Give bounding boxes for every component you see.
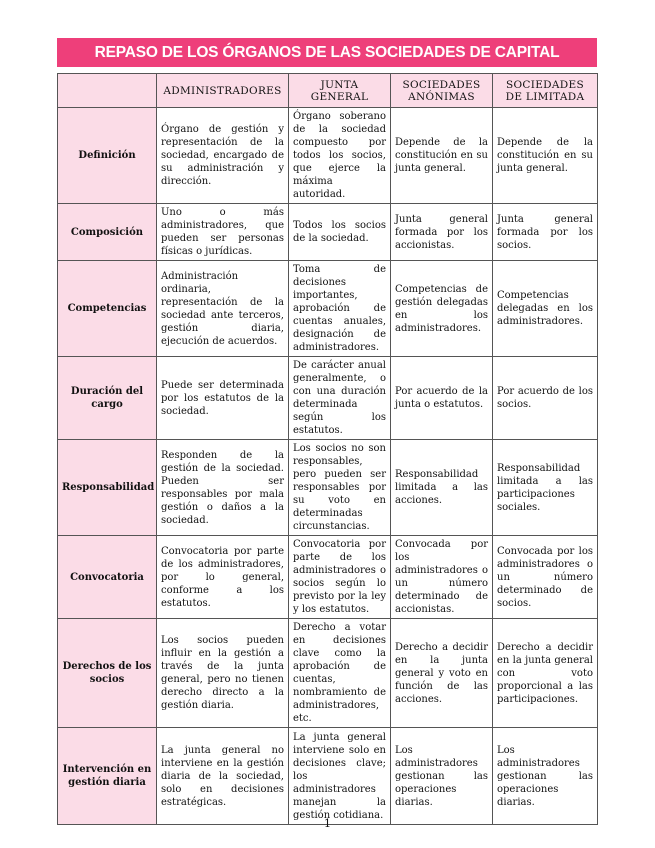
- table-row: [58, 204, 598, 261]
- table-row: [58, 261, 598, 357]
- header-corner: [58, 74, 157, 108]
- row-label-convocatoria: Convocatoria: [58, 536, 157, 619]
- table-cell: Convocada por los administradores o un número determinado de accionistas.: [391, 536, 493, 619]
- table-cell: Competencias delegadas en los administradores.: [493, 261, 598, 357]
- header-junta-general: JUNTA GENERAL: [289, 74, 391, 108]
- table-cell: Responsabilidad limitada a las participaciones sociales.: [493, 440, 598, 536]
- table-cell: Convocatoria por parte de los administradores, por lo general, conforme a los estatutos.: [157, 536, 289, 619]
- table-cell: Por acuerdo de los socios.: [493, 357, 598, 440]
- table-cell: Derecho a decidir en la junta general con voto proporcional a las participaciones.: [493, 619, 598, 728]
- table-row: [58, 108, 598, 204]
- table-cell: Todos los socios de la sociedad.: [289, 204, 391, 261]
- row-label-duracion-del-cargo: Duración del cargo: [58, 357, 157, 440]
- row-label-composicion: Composición: [58, 204, 157, 261]
- header-sociedades-anonimas: SOCIEDADES ANÓNIMAS: [391, 74, 493, 108]
- table-cell: La junta general interviene solo en decisiones clave; los administradores manejan la gestión cotidiana.: [289, 728, 391, 825]
- row-label-competencias: Competencias: [58, 261, 157, 357]
- row-label-derechos-de-los-socios: Derechos de los socios: [58, 619, 157, 728]
- table-cell: Uno o más administradores, que pueden ser personas físicas o jurídicas.: [157, 204, 289, 261]
- table-cell: Competencias de gestión delegadas en los administradores.: [391, 261, 493, 357]
- table-cell: Los administradores gestionan las operaciones diarias.: [493, 728, 598, 825]
- table-cell: Junta general formada por los accionistas.: [391, 204, 493, 261]
- table-cell: La junta general no interviene en la gestión diaria de la sociedad, solo en decisiones estratégicas.: [157, 728, 289, 825]
- row-label-responsabilidad: Responsabilidad: [58, 440, 157, 536]
- header-row: [58, 74, 598, 108]
- table-cell: De carácter anual generalmente, o con una duración determinada según los estatutos.: [289, 357, 391, 440]
- table-cell: Convocada por los administradores o un número determinado de socios.: [493, 536, 598, 619]
- table-cell: Responsabilidad limitada a las acciones.: [391, 440, 493, 536]
- table-cell: Por acuerdo de la junta o estatutos.: [391, 357, 493, 440]
- table-cell: Derecho a decidir en la junta general y voto en función de las acciones.: [391, 619, 493, 728]
- table-row: [58, 619, 598, 728]
- table-cell: Depende de la constitución en su junta general.: [391, 108, 493, 204]
- table-cell: Derecho a votar en decisiones clave como la aprobación de cuentas, nombramiento de administradores, etc.: [289, 619, 391, 728]
- table-cell: Toma de decisiones importantes, aprobación de cuentas anuales, designación de administradores.: [289, 261, 391, 357]
- table-row: [58, 440, 598, 536]
- table-cell: Órgano soberano de la sociedad compuesto por todos los socios, que ejerce la máxima autoridad.: [289, 108, 391, 204]
- table-cell: Junta general formada por los socios.: [493, 204, 598, 261]
- table-row: [58, 728, 598, 825]
- comparison-table: [57, 73, 598, 825]
- header-sociedades-limitada: SOCIEDADES DE LIMITADA: [493, 74, 598, 108]
- table-cell: Los socios no son responsables, pero pueden ser responsables por su voto en determinadas circunstancias.: [289, 440, 391, 536]
- table-cell: Depende de la constitución en su junta general.: [493, 108, 598, 204]
- table-cell: Los socios pueden influir en la gestión a través de la junta general, pero no tienen derecho directo a la gestión diaria.: [157, 619, 289, 728]
- table-cell: Convocatoria por parte de los administradores o socios según lo previsto por la ley y los estatutos.: [289, 536, 391, 619]
- document-title: REPASO DE LOS ÓRGANOS DE LAS SOCIEDADES DE CAPITAL: [57, 38, 597, 67]
- page-number: 1: [324, 817, 331, 830]
- table-cell: Órgano de gestión y representación de la sociedad, encargado de su administración y dirección.: [157, 108, 289, 204]
- table-row: [58, 357, 598, 440]
- header-administradores: ADMINISTRADORES: [157, 74, 289, 108]
- table-row: [58, 536, 598, 619]
- table-cell: Los administradores gestionan las operaciones diarias.: [391, 728, 493, 825]
- row-label-definicion: Definición: [58, 108, 157, 204]
- table-cell: Administración ordinaria, representación de la sociedad ante terceros, gestión diaria, ejecución de acuerdos.: [157, 261, 289, 357]
- table-cell: Puede ser determinada por los estatutos de la sociedad.: [157, 357, 289, 440]
- row-label-intervencion-en-gestion-diaria: Intervención en gestión diaria: [58, 728, 157, 825]
- table-cell: Responden de la gestión de la sociedad. Pueden ser responsables por mala gestión o daños a la sociedad.: [157, 440, 289, 536]
